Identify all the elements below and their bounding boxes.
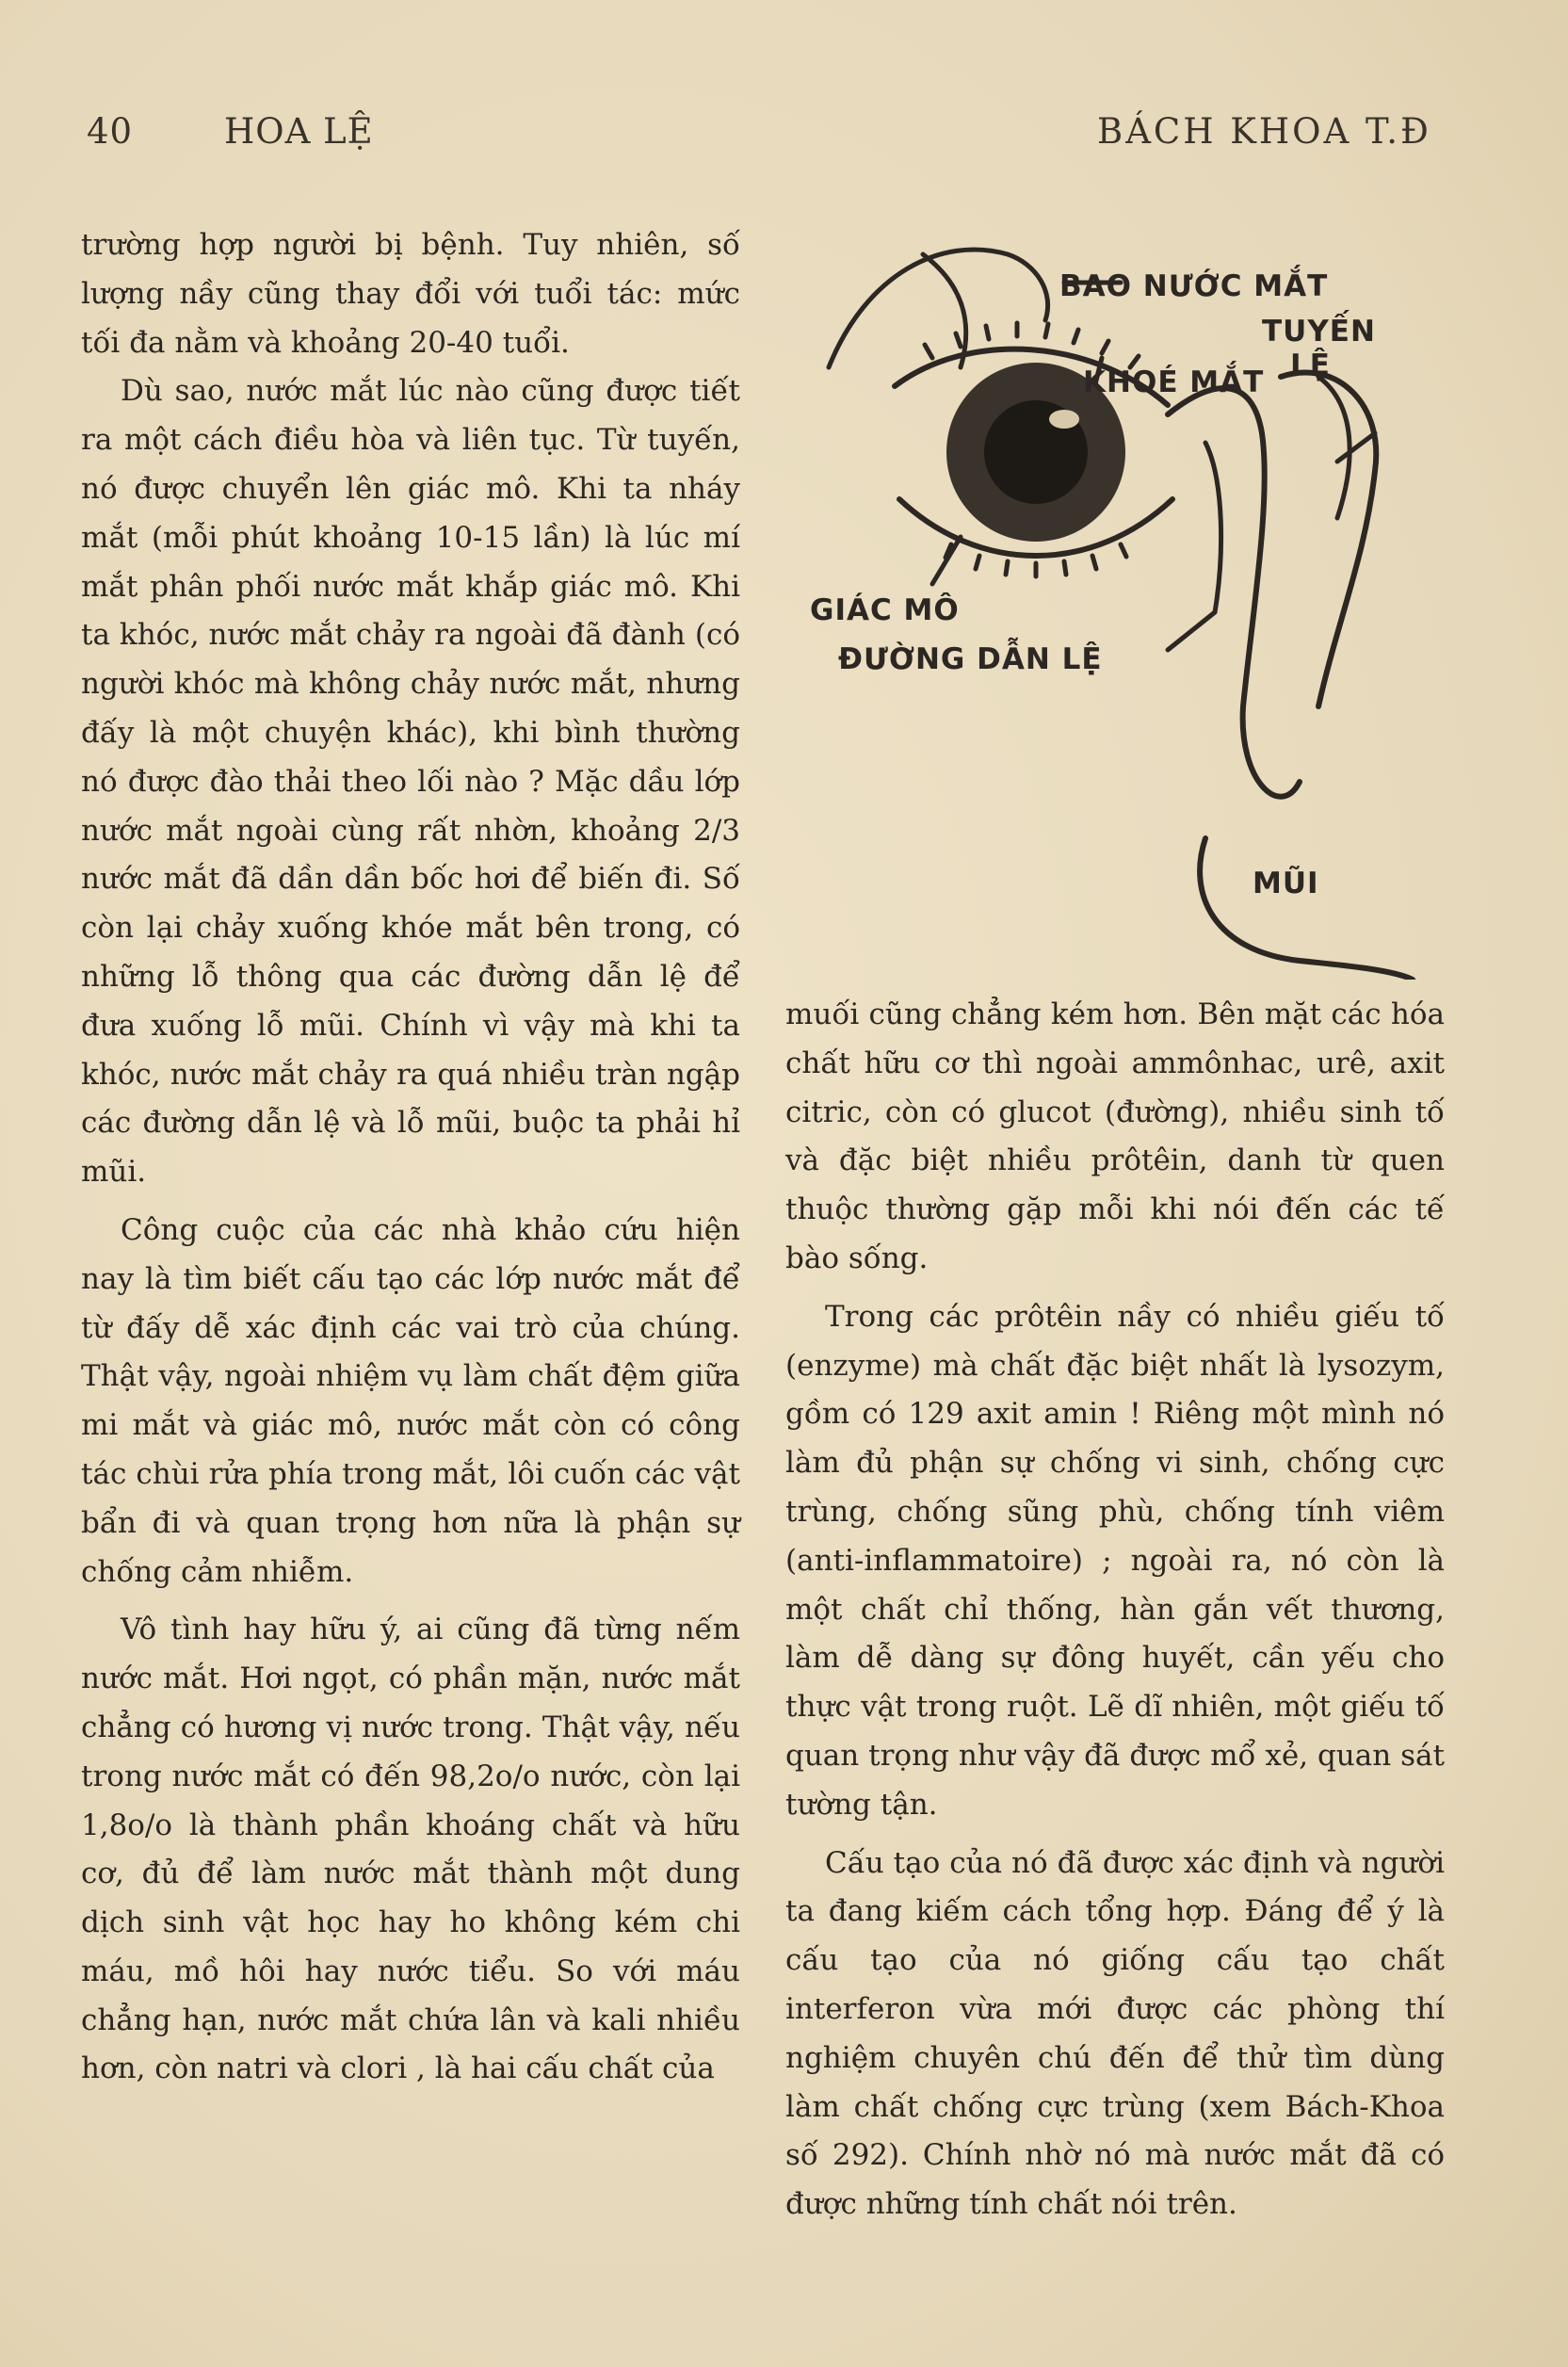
- label-khoe-mat: KHOÉ MẮT: [1083, 365, 1265, 399]
- pointer-duong: [1168, 612, 1215, 650]
- tear-duct: [1168, 388, 1300, 797]
- paragraph: Cấu tạo của nó đã được xác định và người ta đang kiếm cách tổng hợp. Đáng để ý là cấu tạo của nó giống cấu tạo chất interferon vừa mới được các phòng thí nghiệm chuyên chú đến để thử tìm dùng làm chất chống cực trùng (xem Bách-Khoa số 292). Chính nhờ nó mà nước mắt đã có được những tính chất nói trên.: [785, 1845, 1445, 2222]
- upper-lashes: [925, 323, 1139, 367]
- label-duong-dan-le: ĐƯỜNG DẪN LỆ: [838, 642, 1103, 676]
- label-tuyen: TUYẾN: [1262, 315, 1376, 349]
- paragraph: trường hợp người bị bệnh. Tuy nhiên, số lượng nầy cũng thay đổi với tuổi tác: mức tối đa nằm và khoảng 20-40 tuổi.: [81, 228, 740, 360]
- paragraph: muối cũng chẳng kém hơn. Bên mặt các hóa chất hữu cơ thì ngoài ammônhac, urê, axit citric, còn có glucot (đường), nhiều sinh tố và đặc biệt nhiều prôtêin, danh từ quen thuộc thường gặp mỗi khi nói đến các tế bào sống.: [785, 997, 1445, 1275]
- gland-outline: [1281, 373, 1376, 706]
- left-column: [81, 221, 740, 2094]
- pointer-tuyen: [1337, 433, 1375, 462]
- page-number: 40: [87, 111, 134, 152]
- label-bao-nuoc-mat: BAO NƯỚC MẮT: [1059, 269, 1329, 303]
- pupil-highlight: [1049, 410, 1079, 429]
- label-le: LỆ: [1290, 349, 1331, 382]
- pointer-giac: [932, 537, 961, 584]
- right-column: [785, 991, 1445, 2229]
- section-title: HOA LỆ: [224, 111, 374, 152]
- eye-diagram: [810, 217, 1441, 980]
- paragraph: Dù sao, nước mắt lúc nào cũng được tiết ra một cách điều hòa và liên tục. Từ tuyến, nó được chuyển lên giác mô. Khi ta nháy mắt (mỗi phút khoảng 10-15 lần) là lúc mí mắt phân phối nước mắt khắp giác mô. Khi ta khóc, nước mắt chảy ra ngoài đã đành (có người khóc mà không chảy nước mắt, nhưng đấy là một chuyện khác), khi bình thường nó được đào thải theo lối nào ? Mặc dầu lớp nước mắt ngoài cùng rất nhờn, khoảng 2/3 nước mắt đã dần dần bốc hơi để biến đi. Số còn lại chảy xuống khóe mắt bên trong, có những lỗ thông qua các đường dẫn lệ để đưa xuống lỗ mũi. Chính vì vậy mà khi ta khóc, nước mắt chảy ra quá nhiều tràn ngập các đường dẫn lệ và lỗ mũi, buộc ta phải hỉ mũi.: [81, 374, 740, 1190]
- lower-lashes: [946, 544, 1126, 576]
- gland-inner: [1318, 377, 1350, 518]
- nose-outline: [1200, 838, 1413, 980]
- label-giac-mo: GIÁC MÔ: [810, 593, 960, 627]
- running-title: BÁCH KHOA T.Đ: [1097, 111, 1431, 152]
- paragraph: Vô tình hay hữu ý, ai cũng đã từng nếm nước mắt. Hơi ngọt, có phần mặn, nước mắt chẳng có hương vị nước trong. Thật vậy, nếu trong nước mắt có đến 98,2o/o nước, còn lại 1,8o/o là thành phần khoáng chất và hữu cơ, đủ để làm nước mắt thành một dung dịch sinh vật học hay ho không kém chi máu, mồ hôi hay nước tiểu. So với máu chẳng hạn, nước mắt chứa lân và kali nhiều hơn, còn natri và clori , là hai cấu chất của: [81, 1613, 740, 2086]
- label-mui: MŨI: [1253, 867, 1319, 900]
- duct-inner: [1205, 443, 1221, 612]
- paragraph: Trong các prôtêin nầy có nhiều giếu tố (enzyme) mà chất đặc biệt nhất là lysozym, gồm có 129 axit amin ! Riêng một mình nó làm đủ phận sự chống vi sinh, chống cực trùng, chống sũng phù, chống tính viêm (anti-inflammatoire) ; ngoài ra, nó còn là một chất chỉ thống, hàn gắn vết thương, làm dễ dàng sự đông huyết, cần yếu cho thực vật trong ruột. Lẽ dĩ nhiên, một giếu tố quan trọng như vậy đã được mổ xẻ, quan sát tường tận.: [785, 1299, 1445, 1822]
- paragraph: Công cuộc của các nhà khảo cứu hiện nay là tìm biết cấu tạo các lớp nước mắt để từ đấy dễ xác định các vai trò của chúng. Thật vậy, ngoài nhiệm vụ làm chất đệm giữa mi mắt và giác mô, nước mắt còn có công tác chùi rửa phía trong mắt, lôi cuốn các vật bẩn đi và quan trọng hơn nữa là phận sự chống cảm nhiễm.: [81, 1212, 740, 1589]
